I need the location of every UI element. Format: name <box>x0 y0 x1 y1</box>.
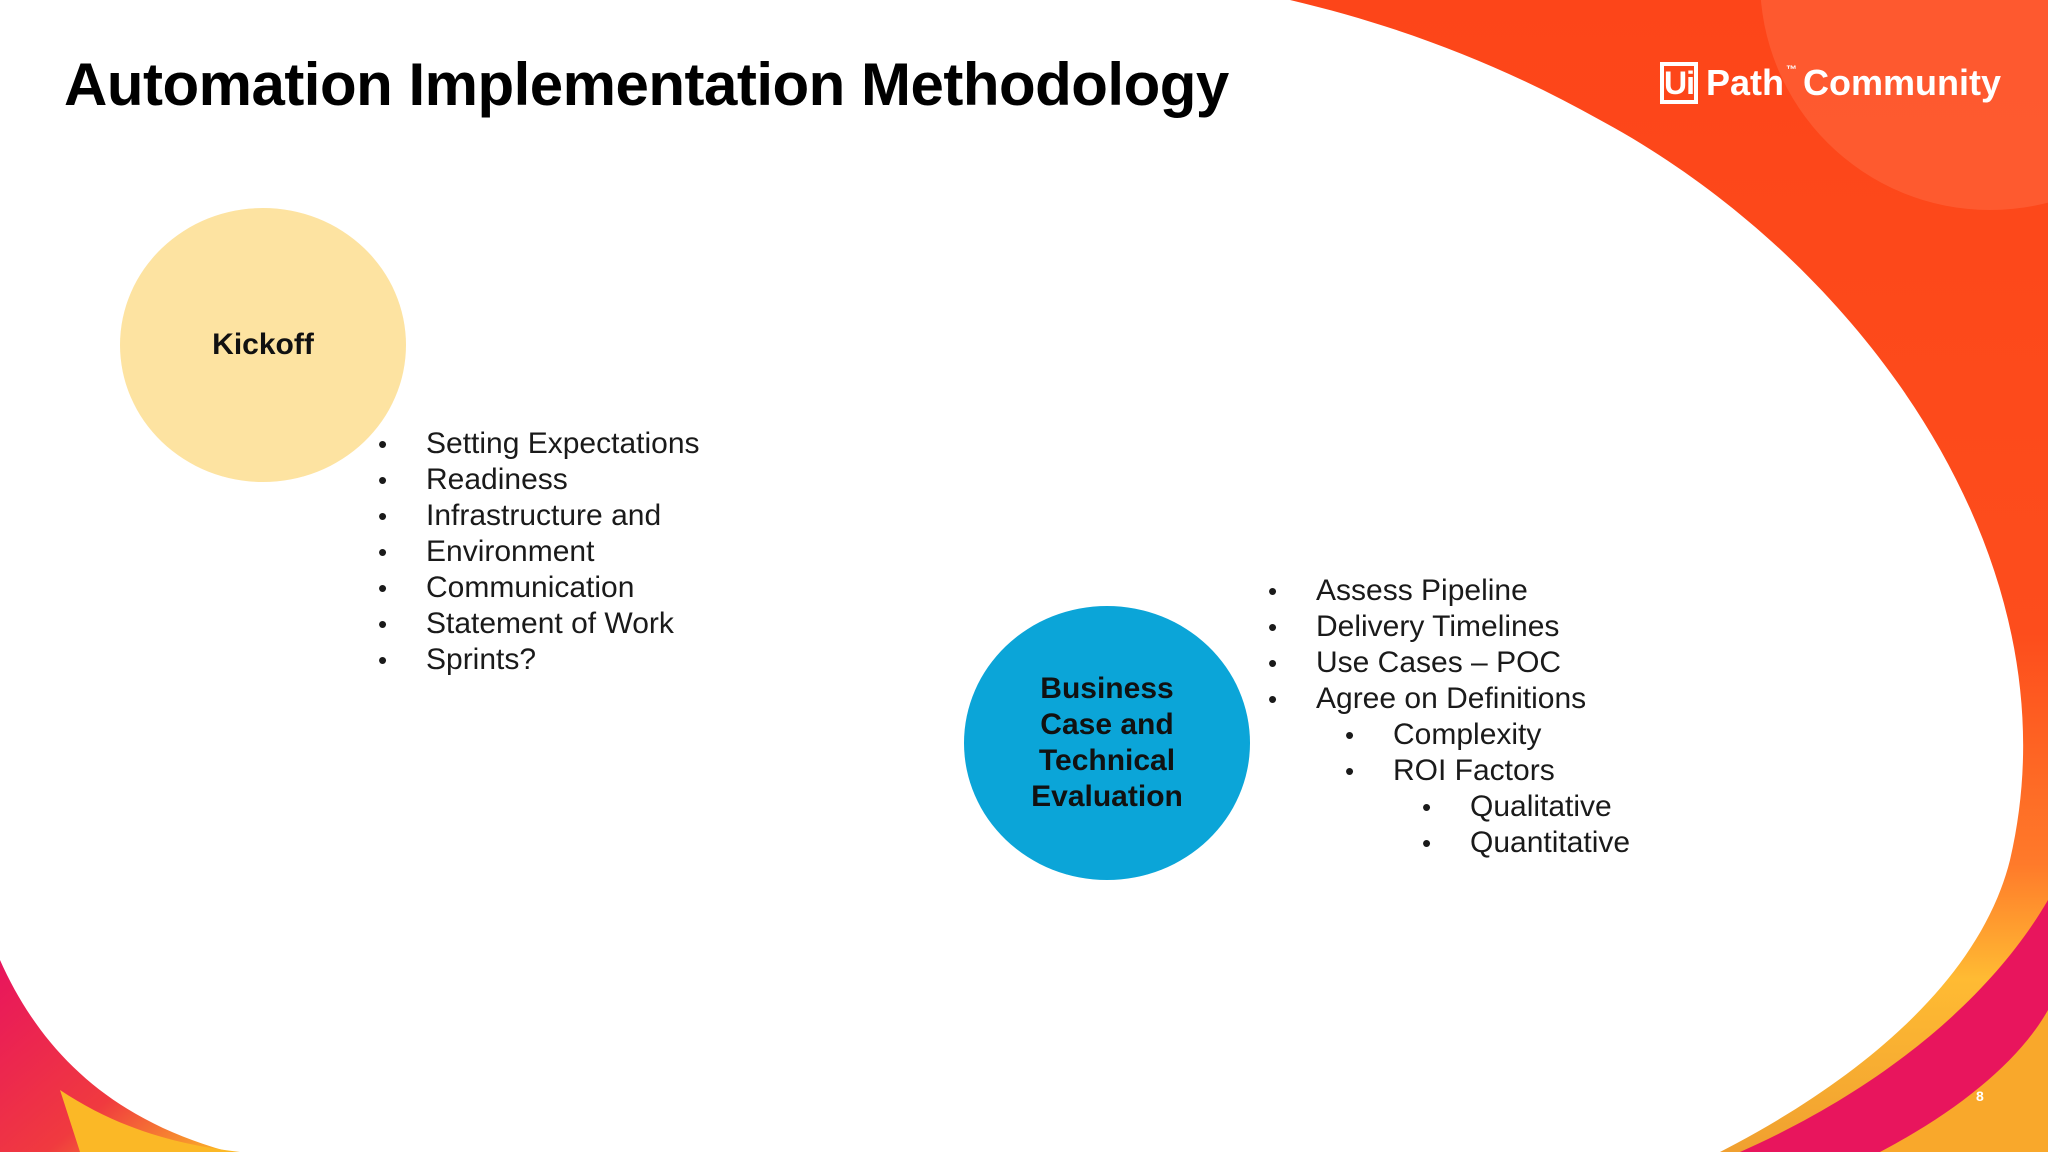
kickoff-label: Kickoff <box>212 328 314 361</box>
logo-box: Ui <box>1660 62 1698 104</box>
list-item: • Use Cases – POC <box>1316 645 1630 681</box>
list-item: • Sprints? <box>426 642 700 678</box>
business-bullet-list <box>1316 573 1630 861</box>
list-item: • Complexity <box>1316 717 1630 753</box>
business-case-circle <box>964 606 1250 880</box>
list-item: • Assess Pipeline <box>1316 573 1630 609</box>
logo-trademark: ™ <box>1786 64 1798 76</box>
slide-title: Automation Implementation Methodology <box>64 51 1229 118</box>
logo-path-text: Path <box>1706 62 1785 103</box>
list-item: • Setting Expectations <box>426 426 700 462</box>
uipath-community-logo <box>1660 62 2001 104</box>
list-item: • Communication <box>426 570 700 606</box>
list-item: • Qualitative <box>1316 789 1630 825</box>
list-item: • Statement of Work <box>426 606 700 642</box>
list-item: • Infrastructure and <box>426 498 700 534</box>
page-number: 8 <box>1976 1088 1984 1104</box>
list-item: • ROI Factors <box>1316 753 1630 789</box>
kickoff-bullet-list <box>426 426 700 678</box>
list-item: • Delivery Timelines <box>1316 609 1630 645</box>
kickoff-circle <box>120 208 406 482</box>
logo-community-text: Community <box>1803 62 2002 103</box>
business-case-label: Business Case and Technical Evaluation <box>1031 672 1183 813</box>
list-item: • Agree on Definitions <box>1316 681 1630 717</box>
list-item: • Readiness <box>426 462 700 498</box>
list-item: • Quantitative <box>1316 825 1630 861</box>
list-item: • Environment <box>426 534 700 570</box>
